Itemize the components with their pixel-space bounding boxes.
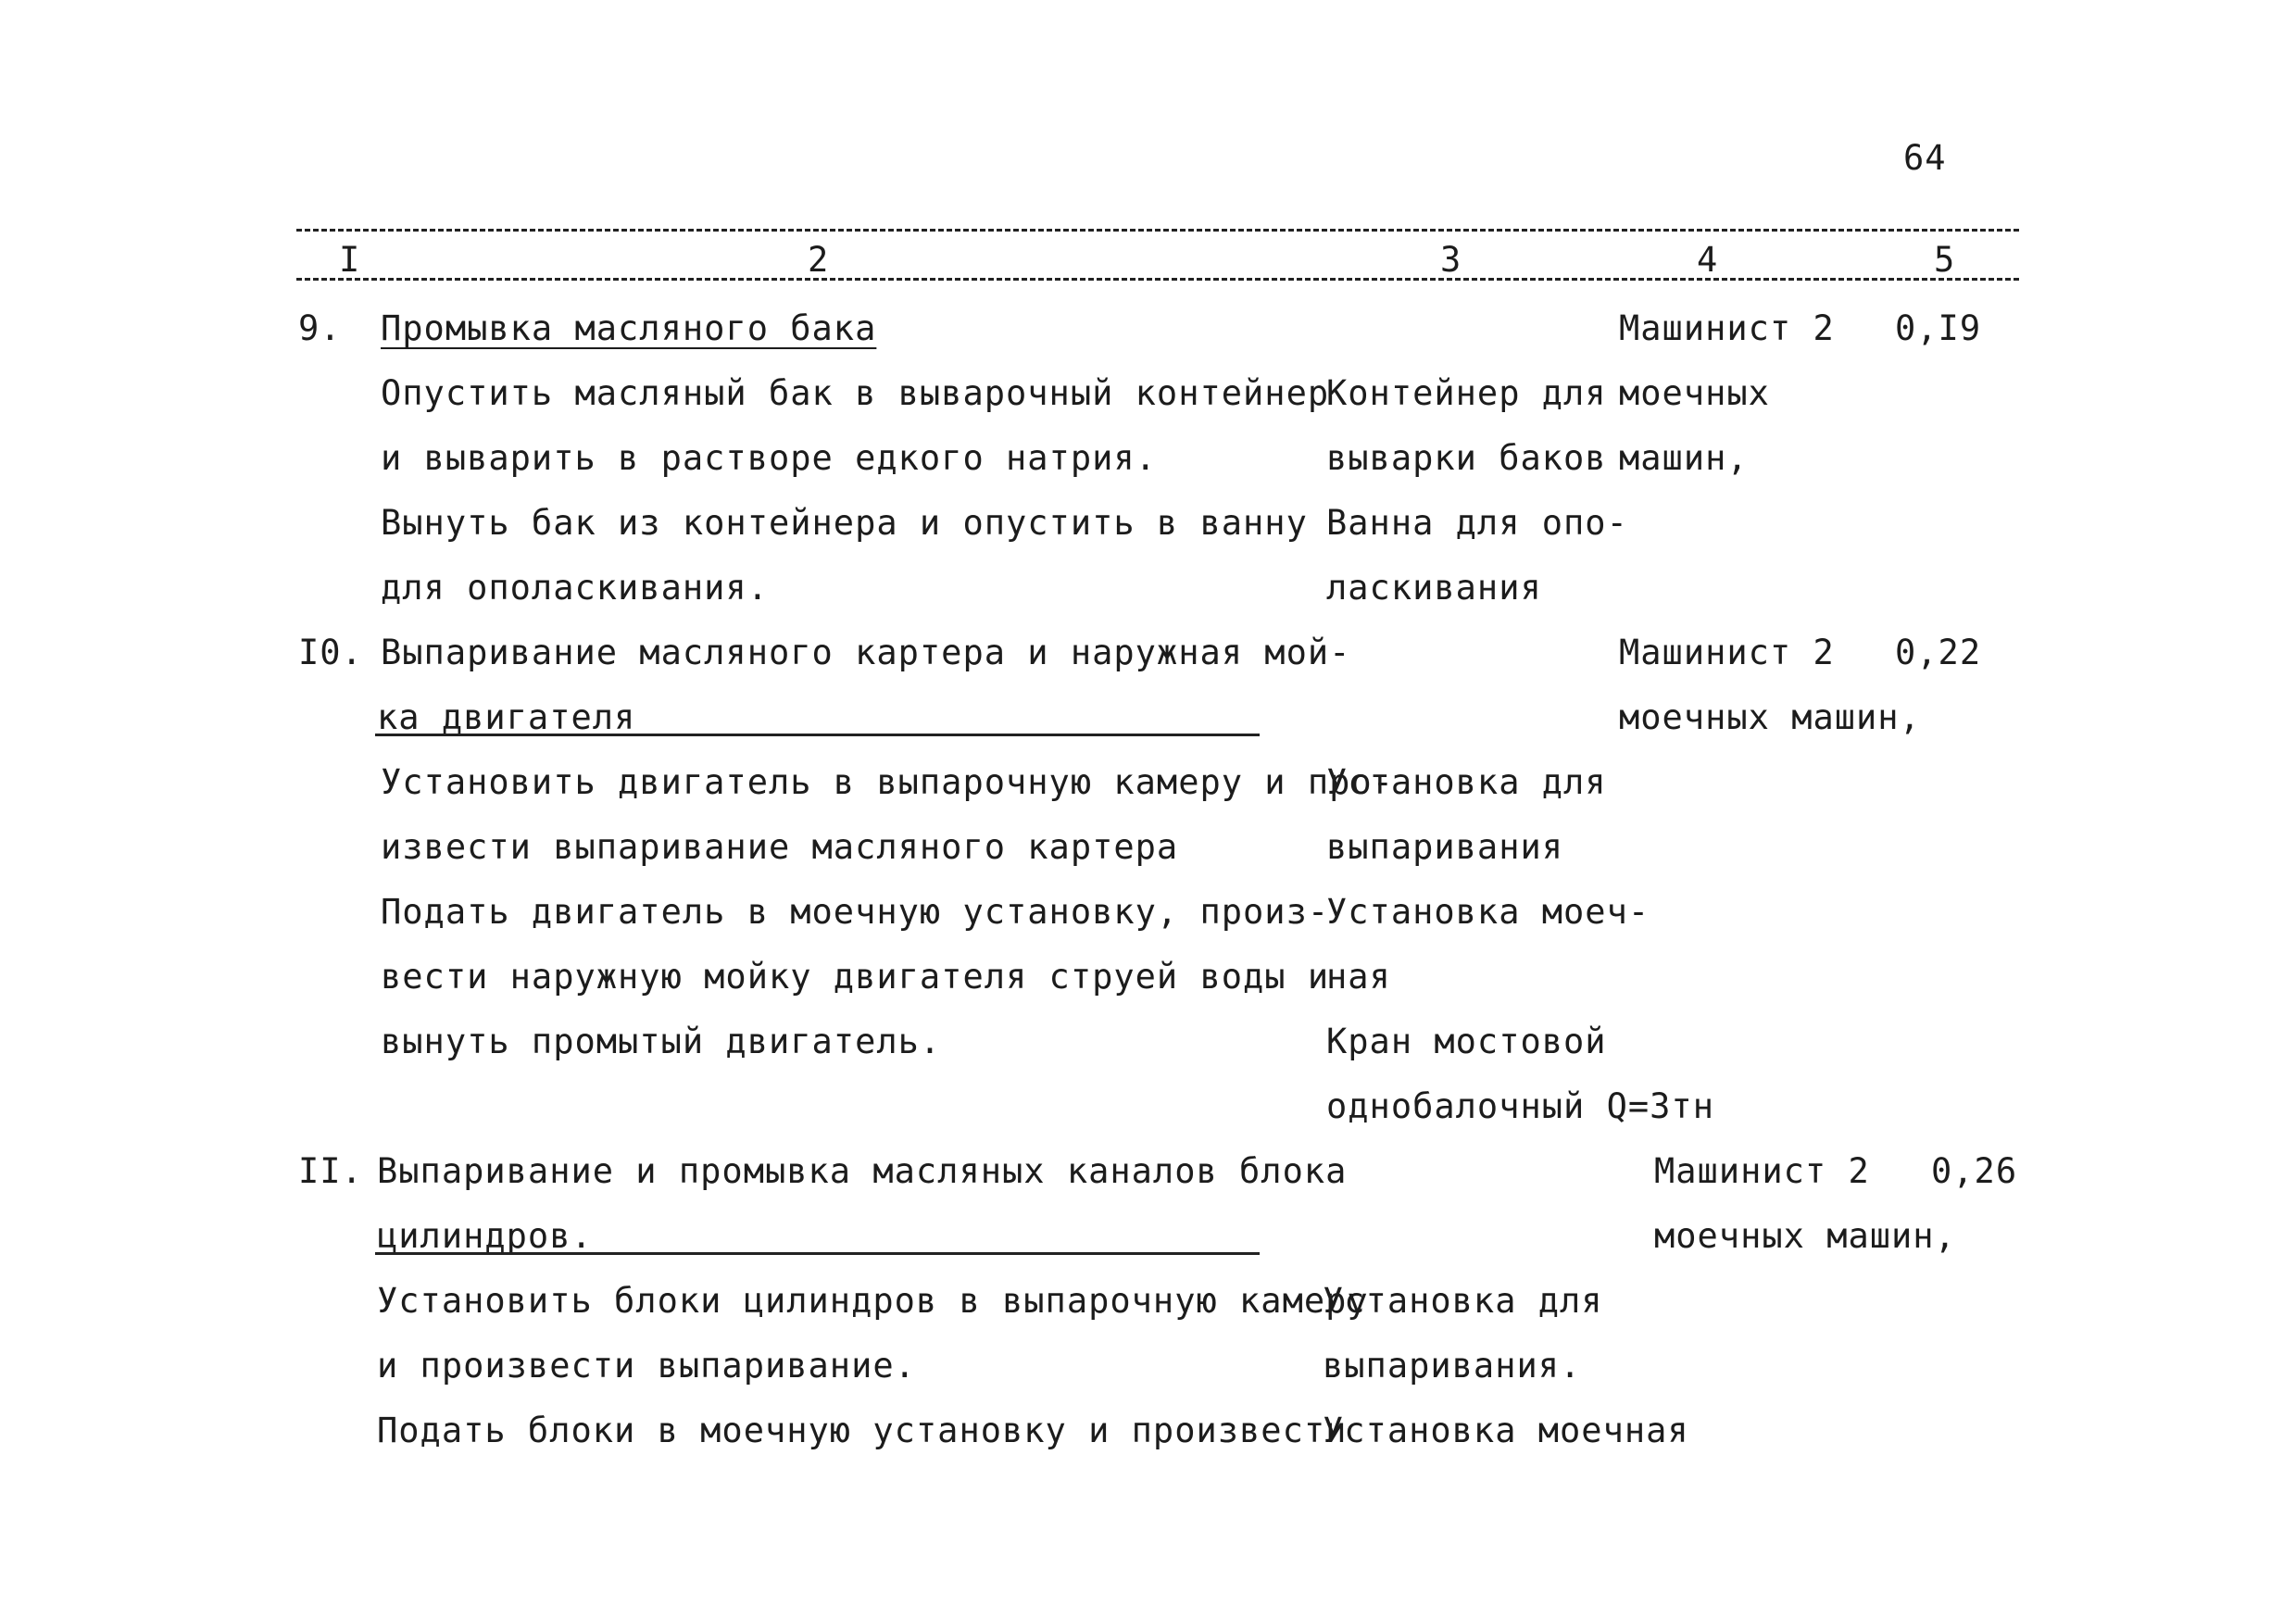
operation-line: Вынуть бак из контейнера и опустить в ванну bbox=[381, 503, 1308, 543]
item-title-line: Выпаривание масляного картера и наружная мой- bbox=[381, 633, 1351, 672]
operation-line: Подать двигатель в моечную установку, произ- bbox=[381, 892, 1330, 932]
equipment-line: однобалочный Q=3тн bbox=[1326, 1086, 1714, 1126]
worker-line: моечных машин, bbox=[1619, 697, 1921, 737]
operation-line: и произвести выпаривание. bbox=[377, 1346, 916, 1386]
equipment-line: выпаривания. bbox=[1323, 1346, 1582, 1386]
column-5-header: 5 bbox=[1934, 240, 1956, 280]
worker-line: моечных bbox=[1619, 373, 1770, 413]
equipment-line: выпаривания bbox=[1326, 827, 1564, 867]
equipment-line: ласкивания bbox=[1326, 568, 1542, 608]
equipment-line: Установка для bbox=[1323, 1281, 1603, 1321]
title-underline bbox=[375, 734, 1260, 736]
worker-line: Машинист 2 bbox=[1654, 1151, 1870, 1191]
item-title: Промывка масляного бака bbox=[381, 308, 877, 348]
item-number: 9. bbox=[298, 308, 342, 348]
operation-line: и выварить в растворе едкого натрия. bbox=[381, 438, 1157, 478]
equipment-line: Контейнер для bbox=[1326, 373, 1607, 413]
worker-line: моечных машин, bbox=[1654, 1216, 1956, 1256]
item-number: I0. bbox=[298, 633, 363, 672]
operation-line: для ополаскивания. bbox=[381, 568, 769, 608]
operation-line: вынуть промытый двигатель. bbox=[381, 1022, 942, 1061]
header-top-rule bbox=[296, 229, 2019, 232]
item-title-line: Выпаривание и промывка масляных каналов блока bbox=[377, 1151, 1348, 1191]
operation-line: Установить блоки цилиндров в выпарочную камеру bbox=[377, 1281, 1369, 1321]
item-number: II. bbox=[298, 1151, 363, 1191]
time-norm: 0,22 bbox=[1895, 633, 1982, 672]
item-title-line: цилиндров. bbox=[377, 1216, 593, 1256]
column-4-header: 4 bbox=[1697, 240, 1719, 280]
page-number: 64 bbox=[1903, 138, 1947, 178]
column-1-header: I bbox=[339, 240, 361, 280]
equipment-line: Установка для bbox=[1326, 762, 1607, 802]
column-3-header: 3 bbox=[1440, 240, 1462, 280]
worker-line: Машинист 2 bbox=[1619, 633, 1835, 672]
equipment-line: Установка моеч- bbox=[1326, 892, 1650, 932]
column-2-header: 2 bbox=[808, 240, 830, 280]
item-title-line: ка двигателя bbox=[377, 697, 636, 737]
operation-line: Подать блоки в моечную установку и произвести bbox=[377, 1411, 1348, 1450]
equipment-line: Ванна для опо- bbox=[1326, 503, 1628, 543]
equipment-line: выварки баков bbox=[1326, 438, 1607, 478]
time-norm: 0,26 bbox=[1931, 1151, 2018, 1191]
equipment-line: ная bbox=[1326, 957, 1391, 997]
operation-line: Установить двигатель в выпарочную камеру и про- bbox=[381, 762, 1394, 802]
equipment-line: Кран мостовой bbox=[1326, 1022, 1607, 1061]
title-underline bbox=[375, 1252, 1260, 1255]
worker-line: Машинист 2 bbox=[1619, 308, 1835, 348]
operation-line: извести выпаривание масляного картера bbox=[381, 827, 1179, 867]
operation-line: Опустить масляный бак в выварочный контейнер bbox=[381, 373, 1330, 413]
time-norm: 0,I9 bbox=[1895, 308, 1982, 348]
header-bottom-rule bbox=[296, 278, 2019, 281]
equipment-line: Установка моечная bbox=[1323, 1411, 1689, 1450]
worker-line: машин, bbox=[1619, 438, 1749, 478]
operation-line: вести наружную мойку двигателя струей воды и bbox=[381, 957, 1330, 997]
